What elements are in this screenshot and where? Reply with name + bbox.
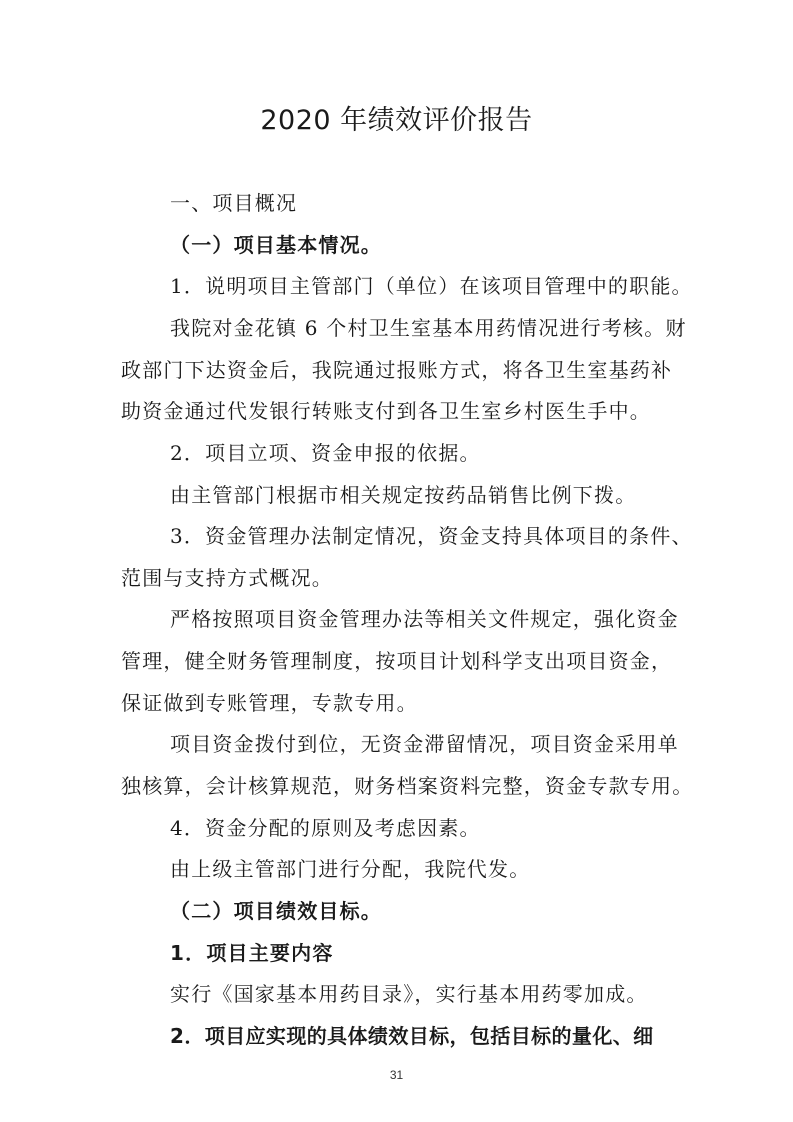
paragraph-line: 由主管部门根据市相关规定按药品销售比例下拨。 (170, 483, 637, 507)
paragraph-line: 保证做到专账管理，专款专用。 (121, 691, 418, 715)
paragraph-line: 我院对金花镇 6 个村卫生室基本用药情况进行考核。财 (170, 316, 687, 340)
item-heading-1: 1．说明项目主管部门（单位）在该项目管理中的职能。 (170, 274, 693, 298)
page-number: 31 (389, 1068, 404, 1082)
paragraph-line: 实行《国家基本用药目录》，实行基本用药零加成。 (170, 982, 648, 1006)
paragraph-line: 管理，健全财务管理制度，按项目计划科学支出项目资金， (121, 649, 673, 673)
item-heading-3-cont: 范围与支持方式概况。 (121, 566, 333, 590)
paragraph-line: 政部门下达资金后，我院通过报账方式，将各卫生室基药补 (121, 358, 673, 382)
item-heading-4: 4．资金分配的原则及考虑因素。 (170, 816, 481, 840)
item-heading-3: 3．资金管理办法制定情况，资金支持具体项目的条件、 (170, 524, 693, 548)
paragraph-line: 由上级主管部门进行分配，我院代发。 (170, 857, 531, 881)
paragraph-line: 严格按照项目资金管理办法等相关文件规定，强化资金 (170, 607, 679, 631)
item-heading-specific-goals: 2．项目应实现的具体绩效目标，包括目标的量化、细 (170, 1024, 654, 1048)
document-title: 2020 年绩效评价报告 (260, 105, 533, 136)
subsection-heading-basic-info: （一）项目基本情况。 (170, 233, 382, 257)
subsection-heading-goals: （二）项目绩效目标。 (170, 899, 382, 923)
item-heading-main-content: 1．项目主要内容 (170, 941, 334, 965)
paragraph-line: 项目资金拨付到位，无资金滞留情况，项目资金采用单 (170, 732, 679, 756)
item-heading-2: 2．项目立项、资金申报的依据。 (170, 441, 481, 465)
paragraph-line: 独核算，会计核算规范，财务档案资料完整，资金专款专用。 (121, 774, 694, 798)
paragraph-line: 助资金通过代发银行转账支付到各卫生室乡村医生手中。 (121, 399, 651, 423)
section-heading-overview: 一、项目概况 (170, 191, 298, 215)
